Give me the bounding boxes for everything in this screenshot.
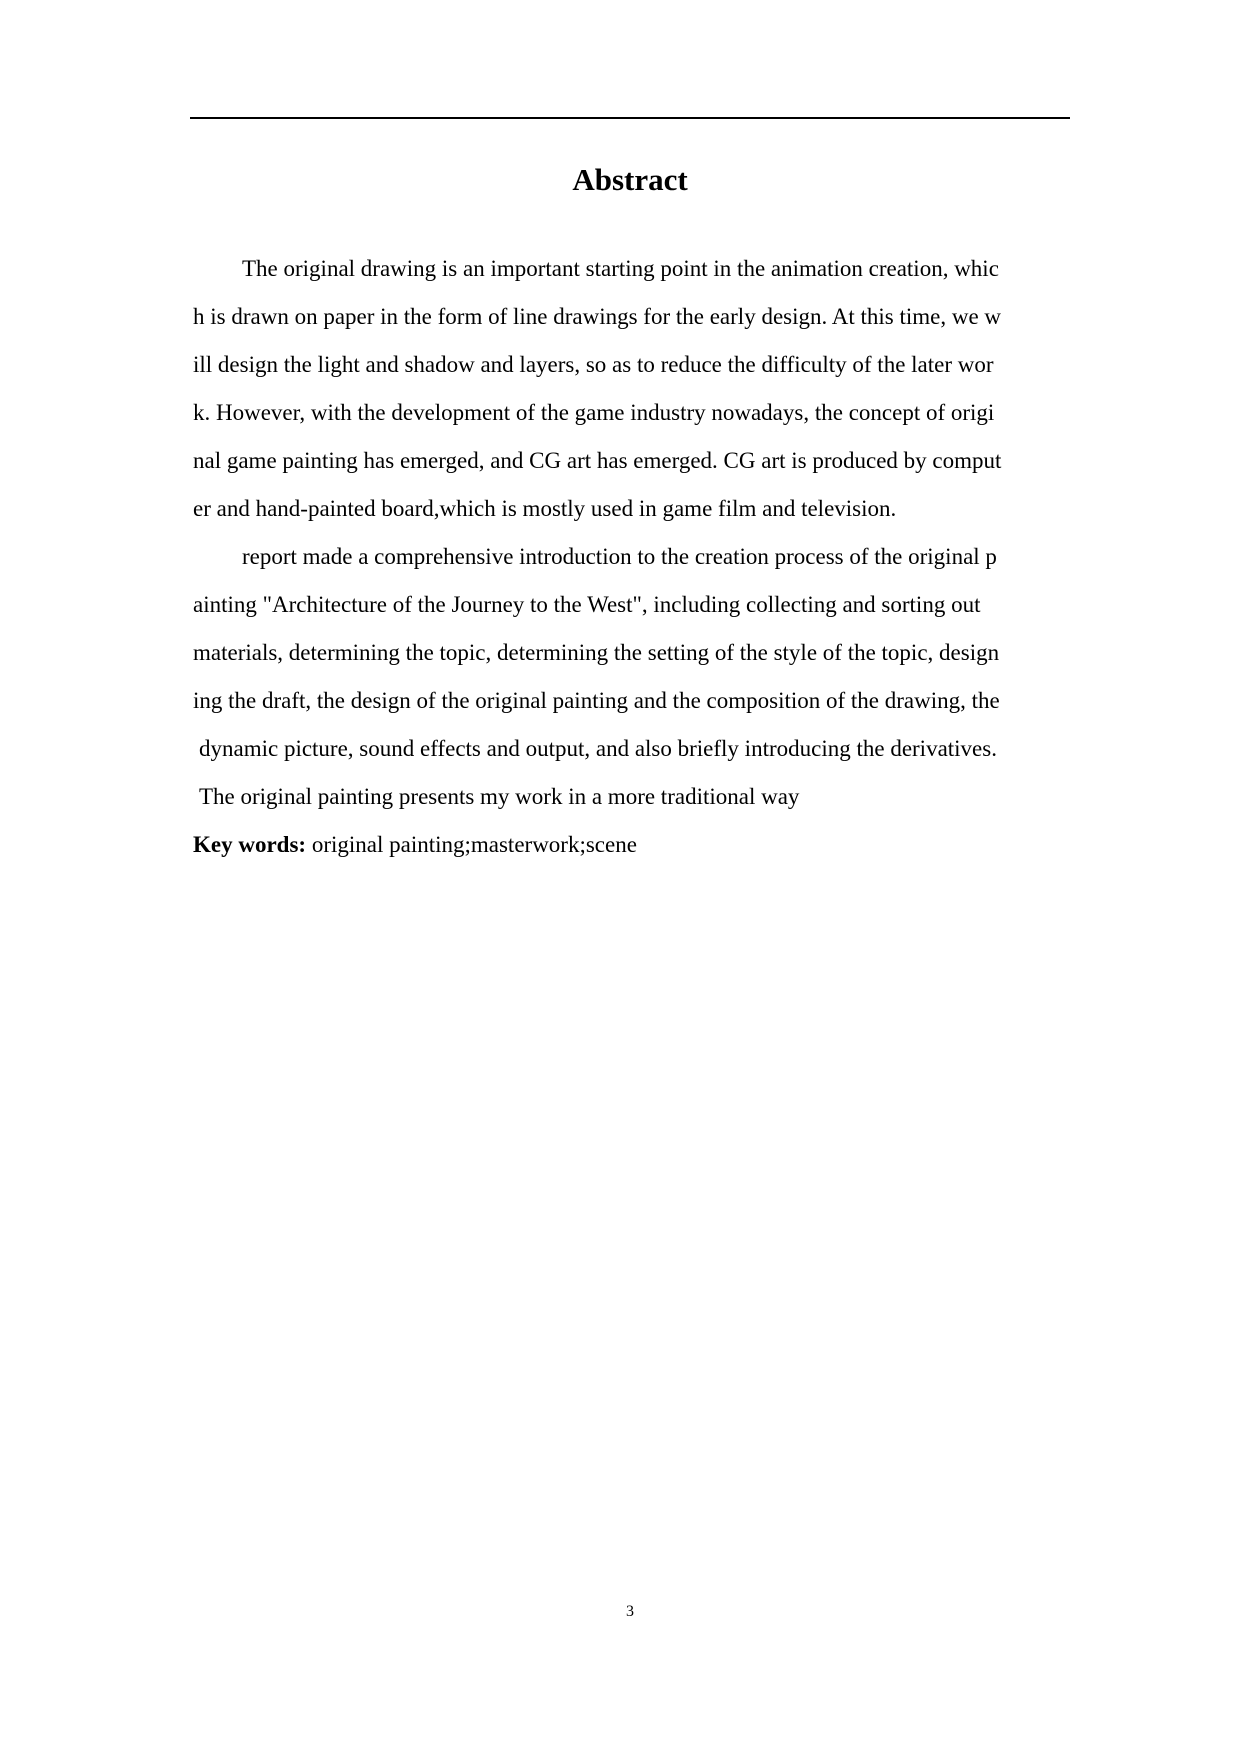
paragraph-line: dynamic picture, sound effects and output, and also briefly introducing the derivatives.: [199, 736, 997, 761]
paragraph-line: k. However, with the development of the game industry nowadays, the concept of origi: [193, 400, 995, 425]
page-title: Abstract: [572, 162, 688, 197]
paragraph-line: The original drawing is an important starting point in the animation creation, whic: [242, 256, 999, 281]
paragraph-line: The original painting presents my work in a more traditional way: [199, 784, 800, 809]
header-rule: [190, 117, 1070, 119]
keywords-line: [193, 821, 637, 869]
paragraph-line: h is drawn on paper in the form of line drawings for the early design. At this time, we w: [193, 304, 1002, 329]
paragraph-line: er and hand-painted board,which is mostly used in game film and television.: [193, 496, 897, 521]
paragraph-line: nal game painting has emerged, and CG art has emerged. CG art is produced by comput: [193, 448, 1002, 473]
paragraph-line: ainting "Architecture of the Journey to the West", including collecting and sorting out: [193, 592, 981, 617]
keywords-value: original painting;masterwork;scene: [311, 832, 637, 857]
paragraph-line: ing the draft, the design of the original painting and the composition of the drawing, the: [193, 688, 1000, 713]
keywords-label: Key words:: [193, 832, 307, 857]
paragraph-line: materials, determining the topic, determining the setting of the style of the topic, design: [193, 640, 1000, 665]
page-number: 3: [626, 1603, 634, 1620]
paragraph-line: ill design the light and shadow and layers, so as to reduce the difficulty of the later wor: [193, 352, 994, 377]
paragraph-line: report made a comprehensive introduction to the creation process of the original p: [242, 544, 997, 569]
